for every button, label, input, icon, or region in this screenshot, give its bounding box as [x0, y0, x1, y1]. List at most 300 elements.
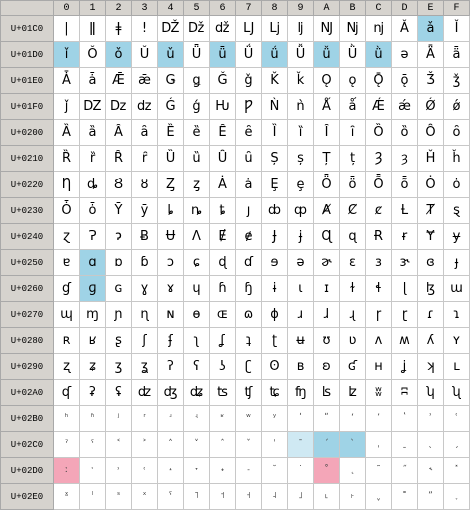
- glyph-cell[interactable]: ˥: [184, 484, 210, 510]
- glyph-cell[interactable]: ʼ: [366, 406, 392, 432]
- glyph-cell[interactable]: ˛: [340, 458, 366, 484]
- glyph-cell[interactable]: ȝ: [392, 146, 418, 172]
- glyph-cell[interactable]: ʔ: [158, 354, 184, 380]
- glyph-cell[interactable]: ǻ: [340, 94, 366, 120]
- glyph-cell[interactable]: ˤ: [158, 484, 184, 510]
- glyph-cell[interactable]: ʰ: [54, 406, 80, 432]
- glyph-cell[interactable]: ʓ: [132, 354, 158, 380]
- glyph-cell[interactable]: ʪ: [314, 380, 340, 406]
- glyph-cell[interactable]: ʈ: [262, 328, 288, 354]
- glyph-cell[interactable]: ǥ: [184, 68, 210, 94]
- glyph-cell[interactable]: Ɋ: [314, 224, 340, 250]
- glyph-cell[interactable]: ɛ: [340, 250, 366, 276]
- glyph-cell[interactable]: ʙ: [288, 354, 314, 380]
- glyph-cell[interactable]: ɟ: [444, 250, 470, 276]
- glyph-cell[interactable]: ˟: [444, 458, 470, 484]
- glyph-cell[interactable]: ʭ: [392, 380, 418, 406]
- glyph-cell[interactable]: ȭ: [392, 172, 418, 198]
- glyph-cell[interactable]: ȩ: [288, 172, 314, 198]
- glyph-cell[interactable]: ɷ: [236, 302, 262, 328]
- glyph-cell[interactable]: ʃ: [132, 328, 158, 354]
- glyph-cell[interactable]: ȵ: [184, 198, 210, 224]
- glyph-cell[interactable]: ˊ: [314, 432, 340, 458]
- glyph-cell[interactable]: ɹ: [288, 302, 314, 328]
- glyph-cell[interactable]: ȼ: [366, 198, 392, 224]
- glyph-cell[interactable]: ǘ: [262, 42, 288, 68]
- glyph-cell[interactable]: ɾ: [418, 302, 444, 328]
- glyph-cell[interactable]: ȑ: [80, 146, 106, 172]
- glyph-cell[interactable]: ʮ: [418, 380, 444, 406]
- glyph-cell[interactable]: ʻ: [340, 406, 366, 432]
- glyph-cell[interactable]: ɩ: [288, 276, 314, 302]
- glyph-cell[interactable]: ʺ: [314, 406, 340, 432]
- glyph-cell[interactable]: |: [54, 16, 80, 42]
- glyph-cell[interactable]: Ȣ: [106, 172, 132, 198]
- glyph-cell[interactable]: ˩: [288, 484, 314, 510]
- glyph-cell[interactable]: ɐ: [54, 250, 80, 276]
- glyph-cell[interactable]: ɞ: [418, 250, 444, 276]
- glyph-cell[interactable]: ț: [340, 146, 366, 172]
- glyph-cell[interactable]: ʍ: [392, 328, 418, 354]
- glyph-cell[interactable]: ɶ: [210, 302, 236, 328]
- glyph-cell[interactable]: Ǿ: [418, 94, 444, 120]
- glyph-cell[interactable]: ˎ: [418, 432, 444, 458]
- glyph-cell[interactable]: Ǌ: [314, 16, 340, 42]
- glyph-cell[interactable]: ʉ: [288, 328, 314, 354]
- glyph-cell[interactable]: ˚: [314, 458, 340, 484]
- glyph-cell[interactable]: ȍ: [392, 120, 418, 146]
- glyph-cell[interactable]: ȋ: [340, 120, 366, 146]
- glyph-cell[interactable]: Ǣ: [106, 68, 132, 94]
- glyph-cell[interactable]: ʦ: [210, 380, 236, 406]
- glyph-cell[interactable]: ˁ: [80, 432, 106, 458]
- glyph-cell[interactable]: ȱ: [80, 198, 106, 224]
- glyph-cell[interactable]: ʊ: [314, 328, 340, 354]
- glyph-cell[interactable]: ʬ: [366, 380, 392, 406]
- glyph-cell[interactable]: Ǫ: [314, 68, 340, 94]
- glyph-cell[interactable]: ɇ: [236, 224, 262, 250]
- glyph-cell[interactable]: ˮ: [418, 484, 444, 510]
- glyph-cell[interactable]: ɚ: [314, 250, 340, 276]
- glyph-cell[interactable]: ˘: [262, 458, 288, 484]
- glyph-cell[interactable]: ˦: [210, 484, 236, 510]
- glyph-cell[interactable]: ȗ: [236, 146, 262, 172]
- glyph-cell[interactable]: Ʌ: [184, 224, 210, 250]
- glyph-cell[interactable]: Ȉ: [262, 120, 288, 146]
- glyph-cell[interactable]: ˧: [236, 484, 262, 510]
- glyph-cell[interactable]: ʶ: [210, 406, 236, 432]
- glyph-cell[interactable]: Ȟ: [418, 146, 444, 172]
- glyph-cell[interactable]: ʡ: [80, 380, 106, 406]
- glyph-cell[interactable]: ʖ: [210, 354, 236, 380]
- glyph-cell[interactable]: ʜ: [366, 354, 392, 380]
- glyph-cell[interactable]: ˢ: [106, 484, 132, 510]
- glyph-cell[interactable]: ɣ: [132, 276, 158, 302]
- glyph-cell[interactable]: Ț: [314, 146, 340, 172]
- glyph-cell[interactable]: ɪ: [314, 276, 340, 302]
- glyph-cell[interactable]: ˏ: [444, 432, 470, 458]
- glyph-cell[interactable]: ˨: [262, 484, 288, 510]
- glyph-cell[interactable]: ɳ: [132, 302, 158, 328]
- glyph-cell[interactable]: Ȏ: [418, 120, 444, 146]
- glyph-cell[interactable]: ǋ: [340, 16, 366, 42]
- glyph-cell[interactable]: Ǒ: [80, 42, 106, 68]
- glyph-cell[interactable]: Ǔ: [132, 42, 158, 68]
- glyph-cell[interactable]: ɖ: [210, 250, 236, 276]
- glyph-cell[interactable]: ˙: [288, 458, 314, 484]
- glyph-cell[interactable]: Ɂ: [80, 224, 106, 250]
- glyph-cell[interactable]: ǆ: [210, 16, 236, 42]
- glyph-cell[interactable]: ʞ: [418, 354, 444, 380]
- glyph-cell[interactable]: ȶ: [210, 198, 236, 224]
- glyph-cell[interactable]: ɫ: [340, 276, 366, 302]
- glyph-cell[interactable]: Ǟ: [418, 42, 444, 68]
- glyph-cell[interactable]: Ǉ: [236, 16, 262, 42]
- glyph-cell[interactable]: ˜: [366, 458, 392, 484]
- glyph-cell[interactable]: ɿ: [444, 302, 470, 328]
- glyph-cell[interactable]: !: [132, 16, 158, 42]
- glyph-cell[interactable]: ɲ: [106, 302, 132, 328]
- glyph-cell[interactable]: ɠ: [54, 276, 80, 302]
- glyph-cell[interactable]: ʴ: [158, 406, 184, 432]
- glyph-cell[interactable]: ʕ: [184, 354, 210, 380]
- glyph-cell[interactable]: Ȑ: [54, 146, 80, 172]
- glyph-cell[interactable]: ʏ: [444, 328, 470, 354]
- glyph-cell[interactable]: ʲ: [106, 406, 132, 432]
- glyph-cell[interactable]: ˋ: [340, 432, 366, 458]
- glyph-cell[interactable]: ȧ: [236, 172, 262, 198]
- glyph-cell[interactable]: ː: [54, 458, 80, 484]
- glyph-cell[interactable]: ˆ: [210, 432, 236, 458]
- glyph-cell[interactable]: Ȝ: [366, 146, 392, 172]
- glyph-cell[interactable]: Ƚ: [392, 198, 418, 224]
- glyph-cell[interactable]: ȳ: [132, 198, 158, 224]
- glyph-cell[interactable]: ˄: [158, 432, 184, 458]
- glyph-cell[interactable]: Ȍ: [366, 120, 392, 146]
- glyph-cell[interactable]: ǔ: [158, 42, 184, 68]
- glyph-cell[interactable]: ɻ: [340, 302, 366, 328]
- glyph-cell[interactable]: ˝: [392, 458, 418, 484]
- glyph-cell[interactable]: ʱ: [80, 406, 106, 432]
- glyph-cell[interactable]: Ɉ: [262, 224, 288, 250]
- glyph-cell[interactable]: ɉ: [288, 224, 314, 250]
- glyph-cell[interactable]: ǽ: [392, 94, 418, 120]
- glyph-cell[interactable]: ʫ: [340, 380, 366, 406]
- glyph-cell[interactable]: ɰ: [54, 302, 80, 328]
- glyph-cell[interactable]: ǜ: [366, 42, 392, 68]
- glyph-cell[interactable]: ȃ: [132, 120, 158, 146]
- glyph-cell[interactable]: ˫: [340, 484, 366, 510]
- glyph-cell[interactable]: ȥ: [184, 172, 210, 198]
- glyph-cell[interactable]: ˃: [132, 432, 158, 458]
- glyph-cell[interactable]: ǩ: [288, 68, 314, 94]
- glyph-cell[interactable]: ʩ: [288, 380, 314, 406]
- glyph-cell[interactable]: ˡ: [80, 484, 106, 510]
- glyph-cell[interactable]: Ǜ: [340, 42, 366, 68]
- glyph-cell[interactable]: ɔ: [158, 250, 184, 276]
- glyph-cell[interactable]: ɤ: [158, 276, 184, 302]
- glyph-cell[interactable]: Ȃ: [106, 120, 132, 146]
- glyph-cell[interactable]: ȁ: [80, 120, 106, 146]
- glyph-cell[interactable]: Ș: [262, 146, 288, 172]
- glyph-cell[interactable]: ʇ: [236, 328, 262, 354]
- glyph-cell[interactable]: Ⱥ: [314, 198, 340, 224]
- glyph-cell[interactable]: Ǩ: [262, 68, 288, 94]
- glyph-cell[interactable]: Ɇ: [210, 224, 236, 250]
- glyph-cell[interactable]: ˇ: [236, 432, 262, 458]
- glyph-cell[interactable]: ǁ: [80, 16, 106, 42]
- glyph-cell[interactable]: Ȩ: [262, 172, 288, 198]
- glyph-cell[interactable]: ɥ: [184, 276, 210, 302]
- glyph-cell[interactable]: Ǯ: [418, 68, 444, 94]
- glyph-cell[interactable]: Ƕ: [210, 94, 236, 120]
- glyph-cell[interactable]: ʌ: [366, 328, 392, 354]
- glyph-cell[interactable]: Ǆ: [158, 16, 184, 42]
- glyph-cell[interactable]: ɬ: [366, 276, 392, 302]
- glyph-cell[interactable]: ʗ: [236, 354, 262, 380]
- glyph-cell[interactable]: ǈ: [262, 16, 288, 42]
- glyph-cell[interactable]: Ǐ: [444, 16, 470, 42]
- glyph-cell[interactable]: ǂ: [106, 16, 132, 42]
- glyph-cell[interactable]: Ǹ: [262, 94, 288, 120]
- glyph-cell[interactable]: ɏ: [444, 224, 470, 250]
- glyph-cell[interactable]: ɵ: [184, 302, 210, 328]
- glyph-cell[interactable]: ǒ: [106, 42, 132, 68]
- glyph-cell[interactable]: ʋ: [340, 328, 366, 354]
- glyph-cell[interactable]: ɜ: [366, 250, 392, 276]
- glyph-cell[interactable]: Ȧ: [210, 172, 236, 198]
- glyph-cell[interactable]: ǫ: [340, 68, 366, 94]
- glyph-cell[interactable]: ȕ: [184, 146, 210, 172]
- glyph-cell[interactable]: ˑ: [80, 458, 106, 484]
- glyph-cell[interactable]: Ȗ: [210, 146, 236, 172]
- glyph-cell[interactable]: ȿ: [444, 198, 470, 224]
- glyph-cell[interactable]: ɢ: [106, 276, 132, 302]
- glyph-cell[interactable]: ǲ: [106, 94, 132, 120]
- glyph-cell[interactable]: ɼ: [366, 302, 392, 328]
- glyph-cell[interactable]: Ȋ: [314, 120, 340, 146]
- glyph-cell[interactable]: ʣ: [132, 380, 158, 406]
- glyph-cell[interactable]: ʧ: [236, 380, 262, 406]
- glyph-cell[interactable]: ʿ: [444, 406, 470, 432]
- glyph-cell[interactable]: ʅ: [184, 328, 210, 354]
- glyph-cell[interactable]: Ǡ: [54, 68, 80, 94]
- glyph-cell[interactable]: ˯: [444, 484, 470, 510]
- glyph-cell[interactable]: ˓: [132, 458, 158, 484]
- glyph-cell[interactable]: Ǘ: [236, 42, 262, 68]
- glyph-cell[interactable]: ʘ: [262, 354, 288, 380]
- glyph-cell[interactable]: Ȭ: [366, 172, 392, 198]
- glyph-cell[interactable]: Ǖ: [184, 42, 210, 68]
- glyph-cell[interactable]: ʒ: [106, 354, 132, 380]
- glyph-cell[interactable]: ǉ: [288, 16, 314, 42]
- glyph-cell[interactable]: ˞: [418, 458, 444, 484]
- glyph-cell[interactable]: ȷ: [236, 198, 262, 224]
- glyph-cell[interactable]: ˅: [184, 432, 210, 458]
- glyph-cell[interactable]: Ȁ: [54, 120, 80, 146]
- glyph-cell[interactable]: Ȓ: [106, 146, 132, 172]
- glyph-cell[interactable]: ˀ: [54, 432, 80, 458]
- glyph-cell[interactable]: Ǚ: [288, 42, 314, 68]
- glyph-cell[interactable]: ȇ: [236, 120, 262, 146]
- glyph-cell[interactable]: ʄ: [158, 328, 184, 354]
- glyph-cell[interactable]: ʆ: [210, 328, 236, 354]
- glyph-cell[interactable]: Ȇ: [210, 120, 236, 146]
- glyph-cell[interactable]: ǰ: [54, 94, 80, 120]
- glyph-cell[interactable]: ȸ: [262, 198, 288, 224]
- glyph-cell[interactable]: Ɏ: [418, 224, 444, 250]
- glyph-cell[interactable]: Ȕ: [158, 146, 184, 172]
- glyph-cell[interactable]: ɧ: [236, 276, 262, 302]
- glyph-cell[interactable]: ǐ: [54, 42, 80, 68]
- glyph-cell[interactable]: ˍ: [392, 432, 418, 458]
- glyph-cell[interactable]: ə: [288, 250, 314, 276]
- glyph-cell[interactable]: ǖ: [210, 42, 236, 68]
- glyph-cell[interactable]: Ȼ: [340, 198, 366, 224]
- glyph-cell[interactable]: ǭ: [392, 68, 418, 94]
- glyph-cell[interactable]: ɺ: [314, 302, 340, 328]
- glyph-cell[interactable]: ɨ: [262, 276, 288, 302]
- glyph-cell[interactable]: ʢ: [106, 380, 132, 406]
- glyph-cell[interactable]: ǚ: [314, 42, 340, 68]
- glyph-cell[interactable]: ɀ: [54, 224, 80, 250]
- glyph-cell[interactable]: ˣ: [132, 484, 158, 510]
- glyph-cell[interactable]: ʀ: [54, 328, 80, 354]
- glyph-cell[interactable]: ȣ: [132, 172, 158, 198]
- glyph-cell[interactable]: ʨ: [262, 380, 288, 406]
- glyph-cell[interactable]: ʥ: [184, 380, 210, 406]
- glyph-cell[interactable]: ȓ: [132, 146, 158, 172]
- glyph-cell[interactable]: ˌ: [366, 432, 392, 458]
- glyph-cell[interactable]: ʠ: [54, 380, 80, 406]
- glyph-cell[interactable]: ʸ: [262, 406, 288, 432]
- glyph-cell[interactable]: ʾ: [418, 406, 444, 432]
- glyph-cell[interactable]: ǵ: [184, 94, 210, 120]
- glyph-cell[interactable]: Ǵ: [158, 94, 184, 120]
- glyph-cell[interactable]: ʳ: [132, 406, 158, 432]
- glyph-cell[interactable]: ɸ: [262, 302, 288, 328]
- glyph-cell[interactable]: ɕ: [184, 250, 210, 276]
- glyph-cell[interactable]: ɒ: [106, 250, 132, 276]
- glyph-cell[interactable]: ɴ: [158, 302, 184, 328]
- glyph-cell[interactable]: Ǧ: [210, 68, 236, 94]
- glyph-cell[interactable]: ǟ: [444, 42, 470, 68]
- glyph-cell[interactable]: ʷ: [236, 406, 262, 432]
- glyph-cell[interactable]: ʚ: [314, 354, 340, 380]
- glyph-cell[interactable]: Ɍ: [366, 224, 392, 250]
- glyph-cell[interactable]: ʝ: [392, 354, 418, 380]
- glyph-cell[interactable]: ɦ: [210, 276, 236, 302]
- glyph-cell[interactable]: ǿ: [444, 94, 470, 120]
- glyph-cell[interactable]: ˉ: [288, 432, 314, 458]
- glyph-cell[interactable]: Ƞ: [54, 172, 80, 198]
- glyph-cell[interactable]: Ǻ: [314, 94, 340, 120]
- glyph-cell[interactable]: ʤ: [158, 380, 184, 406]
- glyph-cell[interactable]: Ⱦ: [418, 198, 444, 224]
- glyph-cell[interactable]: ǣ: [132, 68, 158, 94]
- glyph-cell[interactable]: ɱ: [80, 302, 106, 328]
- glyph-cell[interactable]: ǧ: [236, 68, 262, 94]
- glyph-cell[interactable]: ʹ: [288, 406, 314, 432]
- glyph-cell[interactable]: Ǎ: [392, 16, 418, 42]
- glyph-cell[interactable]: ɑ: [80, 250, 106, 276]
- glyph-cell[interactable]: ȏ: [444, 120, 470, 146]
- glyph-cell[interactable]: Ǭ: [366, 68, 392, 94]
- glyph-cell[interactable]: ɘ: [262, 250, 288, 276]
- glyph-cell[interactable]: ǳ: [132, 94, 158, 120]
- glyph-cell[interactable]: ʐ: [54, 354, 80, 380]
- glyph-cell[interactable]: ȹ: [288, 198, 314, 224]
- glyph-cell[interactable]: ȫ: [340, 172, 366, 198]
- glyph-cell[interactable]: ȅ: [184, 120, 210, 146]
- glyph-cell[interactable]: ʯ: [444, 380, 470, 406]
- glyph-cell[interactable]: ȡ: [80, 172, 106, 198]
- glyph-cell[interactable]: ǝ: [392, 42, 418, 68]
- glyph-cell[interactable]: ǡ: [80, 68, 106, 94]
- glyph-cell[interactable]: ǌ: [366, 16, 392, 42]
- glyph-cell[interactable]: ˬ: [366, 484, 392, 510]
- glyph-cell[interactable]: Ǥ: [158, 68, 184, 94]
- glyph-cell[interactable]: ʵ: [184, 406, 210, 432]
- glyph-cell[interactable]: ɝ: [392, 250, 418, 276]
- glyph-cell[interactable]: Ȥ: [158, 172, 184, 198]
- glyph-cell[interactable]: ʁ: [80, 328, 106, 354]
- glyph-cell[interactable]: ɂ: [106, 224, 132, 250]
- glyph-cell[interactable]: ǯ: [444, 68, 470, 94]
- glyph-cell[interactable]: ɗ: [236, 250, 262, 276]
- glyph-cell[interactable]: ʎ: [418, 328, 444, 354]
- glyph-cell[interactable]: ɽ: [392, 302, 418, 328]
- glyph-cell[interactable]: ʽ: [392, 406, 418, 432]
- glyph-cell[interactable]: Ƀ: [132, 224, 158, 250]
- glyph-cell[interactable]: ˂: [106, 432, 132, 458]
- glyph-cell[interactable]: ȴ: [158, 198, 184, 224]
- glyph-cell[interactable]: ɮ: [418, 276, 444, 302]
- glyph-cell[interactable]: ˒: [106, 458, 132, 484]
- glyph-cell[interactable]: ˪: [314, 484, 340, 510]
- glyph-cell[interactable]: Ȳ: [106, 198, 132, 224]
- glyph-cell[interactable]: Ǽ: [366, 94, 392, 120]
- glyph-cell[interactable]: ȉ: [288, 120, 314, 146]
- glyph-cell[interactable]: Ʉ: [158, 224, 184, 250]
- glyph-cell[interactable]: ǹ: [288, 94, 314, 120]
- glyph-cell[interactable]: Ȯ: [418, 172, 444, 198]
- glyph-cell[interactable]: ȟ: [444, 146, 470, 172]
- glyph-cell[interactable]: ș: [288, 146, 314, 172]
- glyph-cell[interactable]: ɯ: [444, 276, 470, 302]
- glyph-cell[interactable]: ɭ: [392, 276, 418, 302]
- glyph-cell[interactable]: ˕: [184, 458, 210, 484]
- glyph-cell[interactable]: ˭: [392, 484, 418, 510]
- glyph-cell[interactable]: ˠ: [54, 484, 80, 510]
- glyph-cell[interactable]: ˔: [158, 458, 184, 484]
- glyph-cell[interactable]: ʛ: [340, 354, 366, 380]
- glyph-cell[interactable]: ȯ: [444, 172, 470, 198]
- glyph-cell[interactable]: ǎ: [418, 16, 444, 42]
- glyph-cell[interactable]: ˈ: [262, 432, 288, 458]
- glyph-cell[interactable]: ʂ: [106, 328, 132, 354]
- glyph-cell[interactable]: ǅ: [184, 16, 210, 42]
- glyph-cell[interactable]: Ȱ: [54, 198, 80, 224]
- glyph-cell[interactable]: ʑ: [80, 354, 106, 380]
- glyph-cell[interactable]: Ȅ: [158, 120, 184, 146]
- glyph-cell[interactable]: ɓ: [132, 250, 158, 276]
- glyph-cell[interactable]: ɍ: [392, 224, 418, 250]
- glyph-cell[interactable]: ɋ: [340, 224, 366, 250]
- glyph-cell[interactable]: Ǳ: [80, 94, 106, 120]
- glyph-cell[interactable]: ˗: [236, 458, 262, 484]
- glyph-cell[interactable]: ʟ: [444, 354, 470, 380]
